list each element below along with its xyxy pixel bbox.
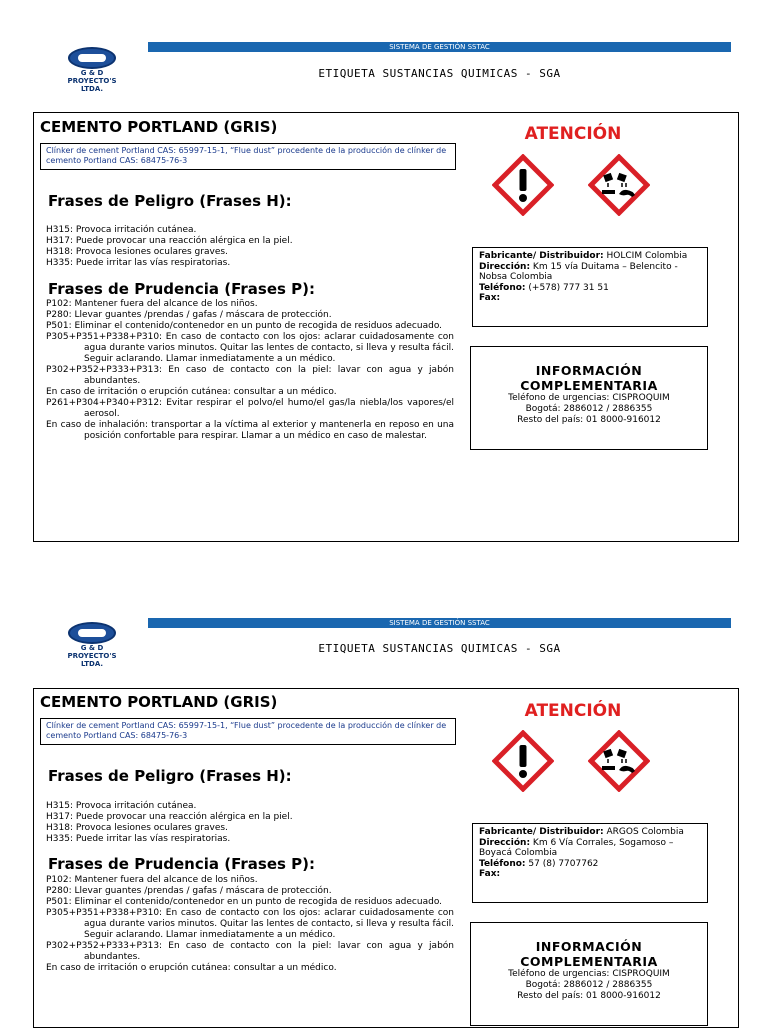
manufacturer-label: Fabricante/ Distribuidor: [479,251,604,261]
product-name: CEMENTO PORTLAND (GRIS) [40,693,278,711]
precaution-statement: P501: Eliminar el contenido/contenedor en un punto de recogida de residuos adecuado. [46,321,443,331]
logo-initials: G & D [80,644,104,652]
logo-emblem-icon [68,622,116,644]
hazard-statement: H315: Provoca irritación cutánea. [46,225,197,235]
precaution-statement: En caso de irritación o erupción cutánea: consultar a un médico. [46,387,337,397]
system-banner: SISTEMA DE GESTIÓN SSTAC [148,42,731,52]
document-title: ETIQUETA SUSTANCIAS QUIMICAS - SGA [318,642,561,655]
precaution-title: Frases de Prudencia (Frases P): [48,855,315,873]
rest-line: Resto del país: 01 8000-916012 [517,415,661,425]
precaution-statement: P261+P304+P340+P312: Evitar respirar el polvo/el humo/el gas/la niebla/los vapores/el aerosol. [46,398,454,419]
precaution-statement: P501: Eliminar el contenido/contenedor en un punto de recogida de residuos adecuado. [46,897,443,907]
hazard-statement: H317: Puede provocar una reacción alérgica en la piel. [46,812,293,822]
hazard-title: Frases de Peligro (Frases H): [48,192,292,210]
bogota-line: Bogotá: 2886012 / 2886355 [525,980,653,990]
manufacturer-label: Fabricante/ Distribuidor: [479,827,604,837]
signal-word: ATENCIÓN [524,124,622,144]
corrosion-icon [588,730,650,792]
precaution-statement: En caso de inhalación: transportar a la víctima al exterior y mantenerla en reposo en una posición confortable para respirar. Llamar a un médico en caso de malestar. [46,420,454,441]
precaution-statement: P305+P351+P338+P310: En caso de contacto con los ojos: aclarar cuidadosamente con agua durante varios minutos. Quitar las lentes de contacto, si lleva y resulta fácil. Seguir aclarando. Llamar inmediatamente a un médico. [46,908,454,940]
hazard-statement: H317: Puede provocar una reacción alérgica en la piel. [46,236,293,246]
manufacturer-value: HOLCIM Colombia [606,251,688,261]
precaution-statement: P280: Llevar guantes /prendas / gafas / máscara de protección. [46,886,332,896]
logo-initials: G & D [80,69,104,77]
phone-label: Teléfono: [479,858,526,869]
bogota-line: Bogotá: 2886012 / 2886355 [525,404,653,414]
emergency-line: Teléfono de urgencias: CISPROQUIM [508,969,670,979]
phone-value: (+578) 777 31 51 [528,282,609,293]
complementary-info-box [470,922,708,1026]
product-description: Clínker de cement Portland CAS: 65997-15-1, “Flue dust” procedente de la producción de clínker de cemento Portland CAS: 68475-76-3 [40,718,456,745]
system-banner: SISTEMA DE GESTIÓN SSTAC [148,618,731,628]
emergency-line: Teléfono de urgencias: CISPROQUIM [508,393,670,403]
product-description: Clínker de cement Portland CAS: 65997-15-1, “Flue dust” procedente de la producción de clínker de cemento Portland CAS: 68475-76-3 [40,143,456,170]
precaution-list [46,875,454,974]
manufacturer-value: ARGOS Colombia [606,827,684,837]
precaution-statement: P280: Llevar guantes /prendas / gafas / máscara de protección. [46,310,332,320]
complementary-info-title: INFORMACIÓN COMPLEMENTARIA [520,939,658,969]
manufacturer-box [472,823,708,903]
precaution-title: Frases de Prudencia (Frases P): [48,280,315,298]
exclamation-icon [492,730,554,792]
address-label: Dirección: [479,261,531,272]
logo-company: PROYECTO'S LTDA. [67,77,117,93]
hazard-statement: H318: Provoca lesiones oculares graves. [46,247,228,257]
hazard-title: Frases de Peligro (Frases H): [48,767,292,785]
rest-line: Resto del país: 01 8000-916012 [517,991,661,1001]
address-value: Km 15 vía Duitama – Belencito - Nobsa Colombia [479,261,678,282]
precaution-statement: P302+P352+P333+P313: En caso de contacto con la piel: lavar con agua y jabón abundantes. [46,365,454,386]
address-value: Km 6 Vía Corrales, Sogamoso – Boyacá Colombia [479,837,674,858]
hazard-statement: H335: Puede irritar las vías respiratorias. [46,258,231,268]
phone-value: 57 (8) 7707762 [528,858,599,869]
precaution-statement: P305+P351+P338+P310: En caso de contacto con los ojos: aclarar cuidadosamente con agua durante varios minutos. Quitar las lentes de contacto, si lleva y resulta fácil. Seguir aclarando. Llamar inmediatamente a un médico. [46,332,454,364]
signal-word: ATENCIÓN [524,701,622,721]
hazard-statement: H335: Puede irritar las vías respiratorias. [46,834,231,844]
fax-label: Fax: [479,869,501,879]
precaution-statement: P302+P352+P333+P313: En caso de contacto con la piel: lavar con agua y jabón abundantes. [46,941,454,962]
document-title: ETIQUETA SUSTANCIAS QUIMICAS - SGA [318,67,561,80]
address-label: Dirección: [479,837,531,848]
hazard-statement: H315: Provoca irritación cutánea. [46,801,197,811]
complementary-info-title: INFORMACIÓN COMPLEMENTARIA [520,363,658,393]
precaution-statement: En caso de irritación o erupción cutánea: consultar a un médico. [46,963,337,973]
company-logo [60,622,124,668]
logo-company: PROYECTO'S LTDA. [67,652,117,668]
hazard-statement: H318: Provoca lesiones oculares graves. [46,823,228,833]
product-name: CEMENTO PORTLAND (GRIS) [40,118,278,136]
precaution-statement: P102: Mantener fuera del alcance de los niños. [46,875,258,885]
hazard-list [46,801,293,845]
phone-label: Teléfono: [479,282,526,293]
fax-label: Fax: [479,293,501,303]
precaution-statement: P102: Mantener fuera del alcance de los niños. [46,299,258,309]
ghs-pictograms [492,730,662,792]
